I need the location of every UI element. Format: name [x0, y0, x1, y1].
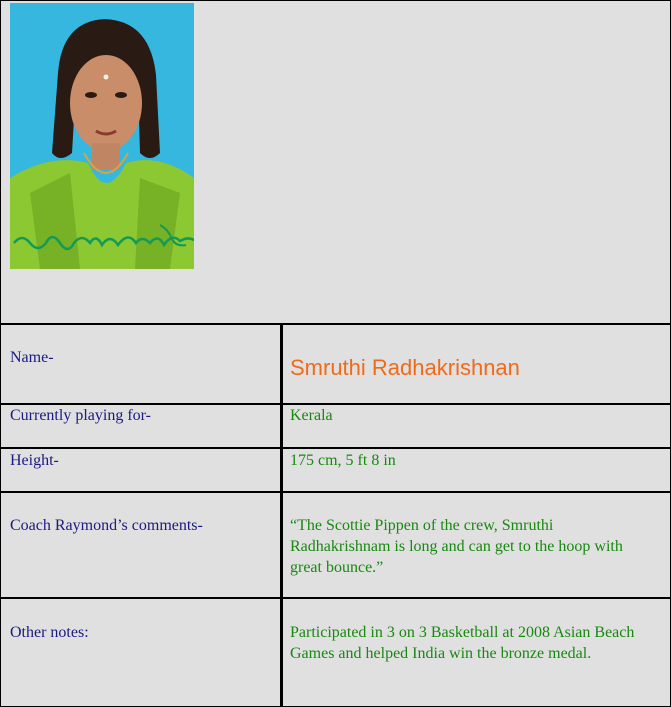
- portrait-photo-icon: [10, 3, 194, 269]
- row-height: [1, 449, 670, 493]
- label-height: Height-: [10, 452, 59, 469]
- label-other-notes: Other notes:: [10, 624, 89, 641]
- row-coach-comments: [1, 493, 670, 599]
- value-team: Kerala: [290, 407, 333, 424]
- value-name: Smruthi Radhakrishnan: [290, 355, 520, 380]
- row-name: [1, 325, 670, 405]
- row-team: [1, 405, 670, 449]
- label-name: Name-: [10, 349, 54, 366]
- player-photo: [10, 3, 194, 269]
- photo-cell: [1, 1, 670, 325]
- value-height: 175 cm, 5 ft 8 in: [290, 452, 396, 469]
- value-other-notes: Participated in 3 on 3 Basketball at 2008 Asian Beach Games and helped India win the bronze medal.: [290, 624, 635, 662]
- value-coach-comments: “The Scottie Pippen of the crew, Smruthi Radhakrishnam is long and can get to the hoop with great bounce.”: [290, 517, 623, 576]
- label-team: Currently playing for-: [10, 407, 151, 424]
- row-other-notes: [1, 599, 670, 706]
- label-coach-comments: Coach Raymond’s comments-: [10, 517, 203, 534]
